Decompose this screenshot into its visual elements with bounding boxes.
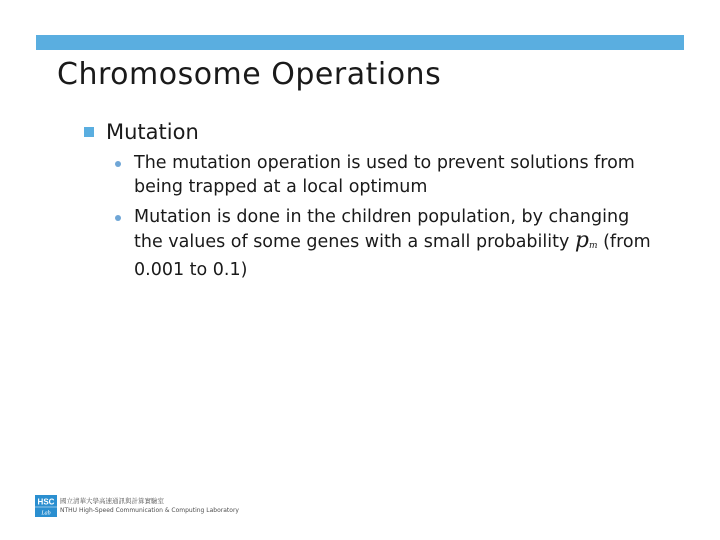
bullet-mutation: Mutation [106,120,199,144]
sub-bullet-text-part: (from 0.001 to 0.1) [134,232,651,280]
logo-bottom-text: Lab [41,510,51,517]
level1-square-bullet [84,127,94,137]
logo-top-text: HSC [37,497,55,507]
sub-bullet-text: The mutation operation is used to prevent solutions from being trapped at a local optimum [134,153,635,197]
footer-lab-name-english: NTHU High-Speed Communication & Computing Laboratory [60,507,239,514]
sub-bullet-dot [115,161,121,167]
sub-bullet-text [134,205,654,282]
slide-title: Chromosome Operations [57,57,442,92]
sub-bullet-text-part: Mutation is done in the children population, by changing the values of some genes with a small probability [134,207,630,252]
probability-symbol [575,228,598,253]
probability-symbol-subscript: m [589,241,598,251]
sub-bullet-dot [115,215,121,221]
probability-symbol-letter: p [574,228,589,253]
footer-lab-name-chinese: 國立清華大學高速通訊與計算實驗室 [60,497,164,505]
hsc-lab-logo [35,495,57,517]
title-accent-bar [36,35,684,50]
